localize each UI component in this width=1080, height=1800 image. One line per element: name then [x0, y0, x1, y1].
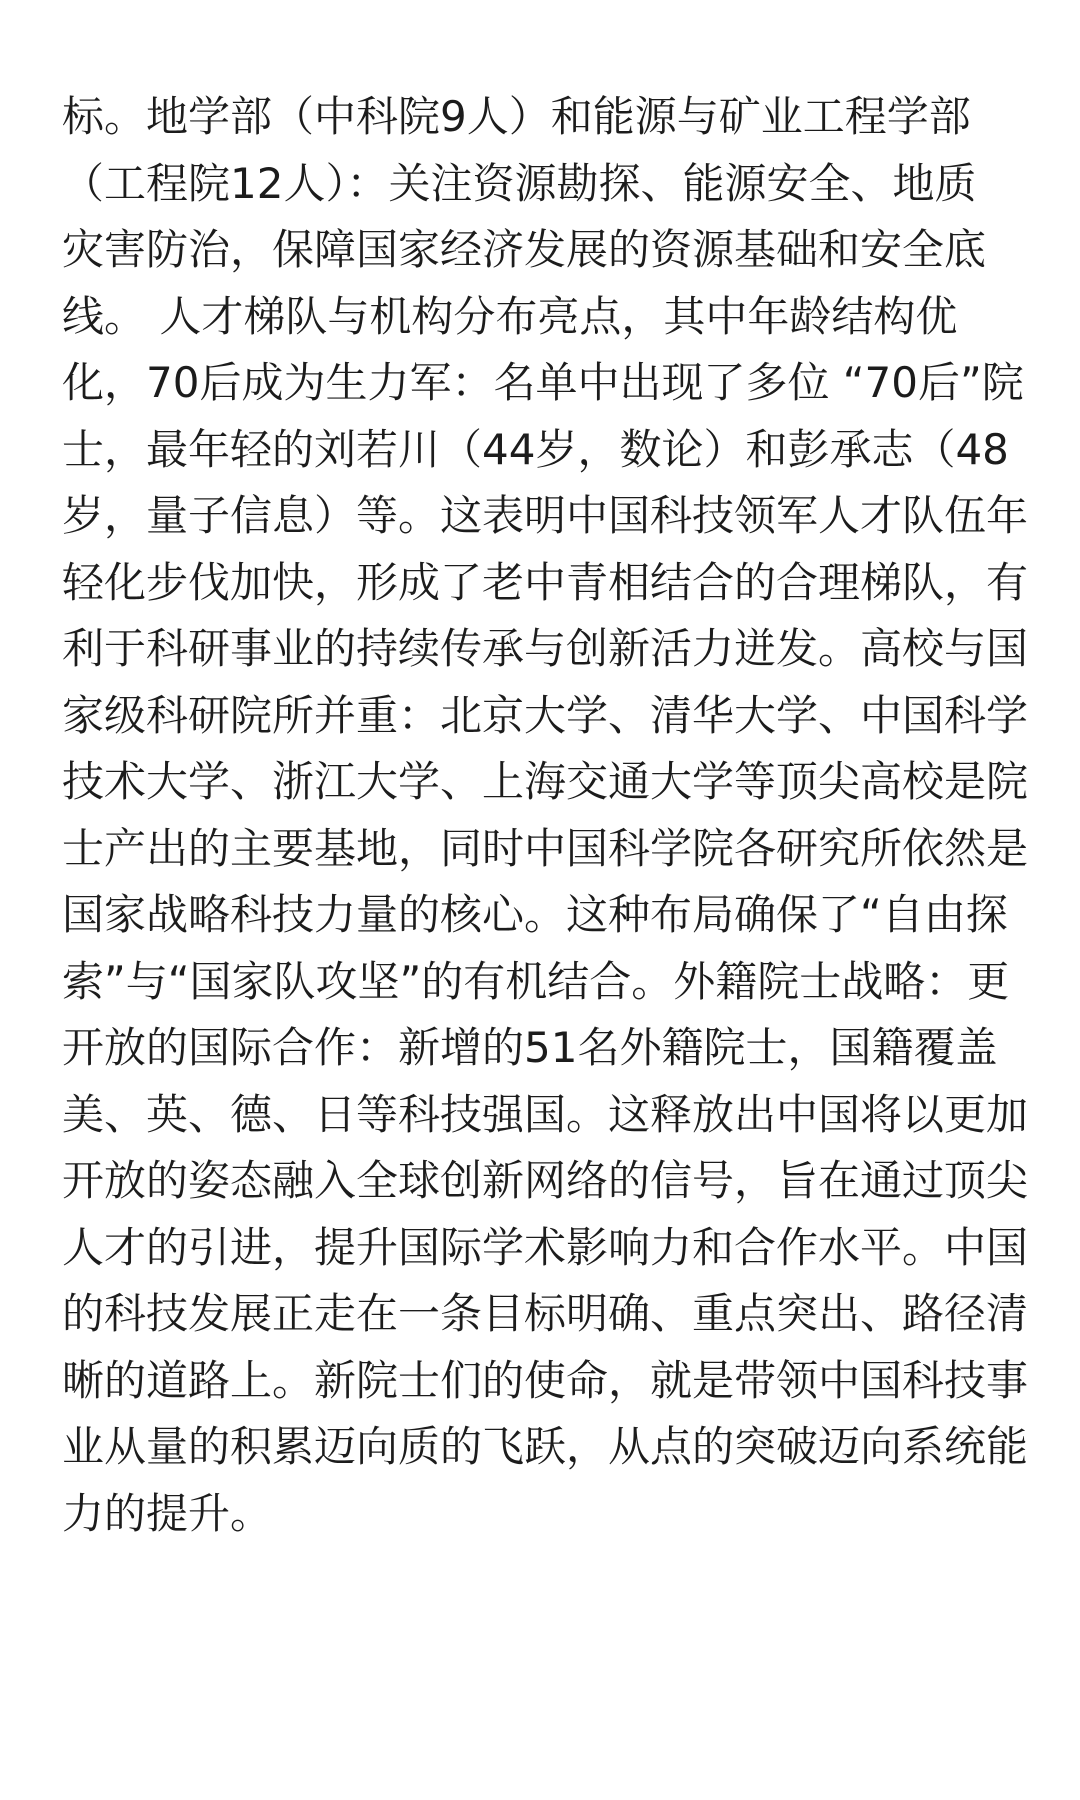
text-line: 技术大学、浙江大学、上海交通大学等顶尖高校是院: [62, 757, 1029, 806]
text-line: （工程院12人）：关注资源勘探、能源安全、地质: [62, 158, 977, 208]
text-line: 美、英、德、日等科技强国。这释放出中国将以更加: [62, 1089, 1029, 1139]
text-line: 士，最年轻的刘若川（44岁，数论）和彭承志（48: [62, 424, 1009, 474]
text-line: 索”与“国家队攻坚”的有机结合。外籍院士战略：更: [62, 956, 1010, 1006]
text-line: 岁，量子信息）等。这表明中国科技领军人才队伍年: [62, 491, 1029, 540]
text-line: 灾害防治，保障国家经济发展的资源基础和安全底: [62, 225, 987, 274]
text-line: 业从量的积累迈向质的飞跃，从点的突破迈向系统能: [62, 1422, 1029, 1471]
text-line: 国家战略科技力量的核心。这种布局确保了“自由探: [62, 890, 1008, 939]
text-line: 轻化步伐加快，形成了老中青相结合的合理梯队，有: [62, 557, 1029, 607]
text-line: 晰的道路上。新院士们的使命，就是带领中国科技事: [62, 1355, 1029, 1405]
text-line: 士产出的主要基地，同时中国科学院各研究所依然是: [62, 823, 1029, 873]
text-line: 利于科研事业的持续传承与创新活力迸发。高校与国: [62, 624, 1029, 673]
text-line: 线。 人才梯队与机构分布亮点，其中年龄结构优: [62, 291, 958, 341]
text-line: 的科技发展正走在一条目标明确、重点突出、路径清: [62, 1289, 1029, 1338]
text-line: 标。地学部（中科院9人）和能源与矿业工程学部: [62, 92, 971, 141]
text-line: 开放的姿态融入全球创新网络的信号，旨在通过顶尖: [62, 1156, 1029, 1205]
text-line: 开放的国际合作：新增的51名外籍院士，国籍覆盖: [62, 1023, 998, 1072]
article-body: [62, 84, 1032, 1547]
text-line: 化，70后成为生力军：名单中出现了多位 “70后”院: [62, 358, 1024, 407]
text-line: 家级科研院所并重：北京大学、清华大学、中国科学: [62, 690, 1029, 740]
text-line: 力的提升。: [62, 1488, 273, 1538]
text-line: 人才的引进，提升国际学术影响力和合作水平。中国: [62, 1222, 1029, 1272]
